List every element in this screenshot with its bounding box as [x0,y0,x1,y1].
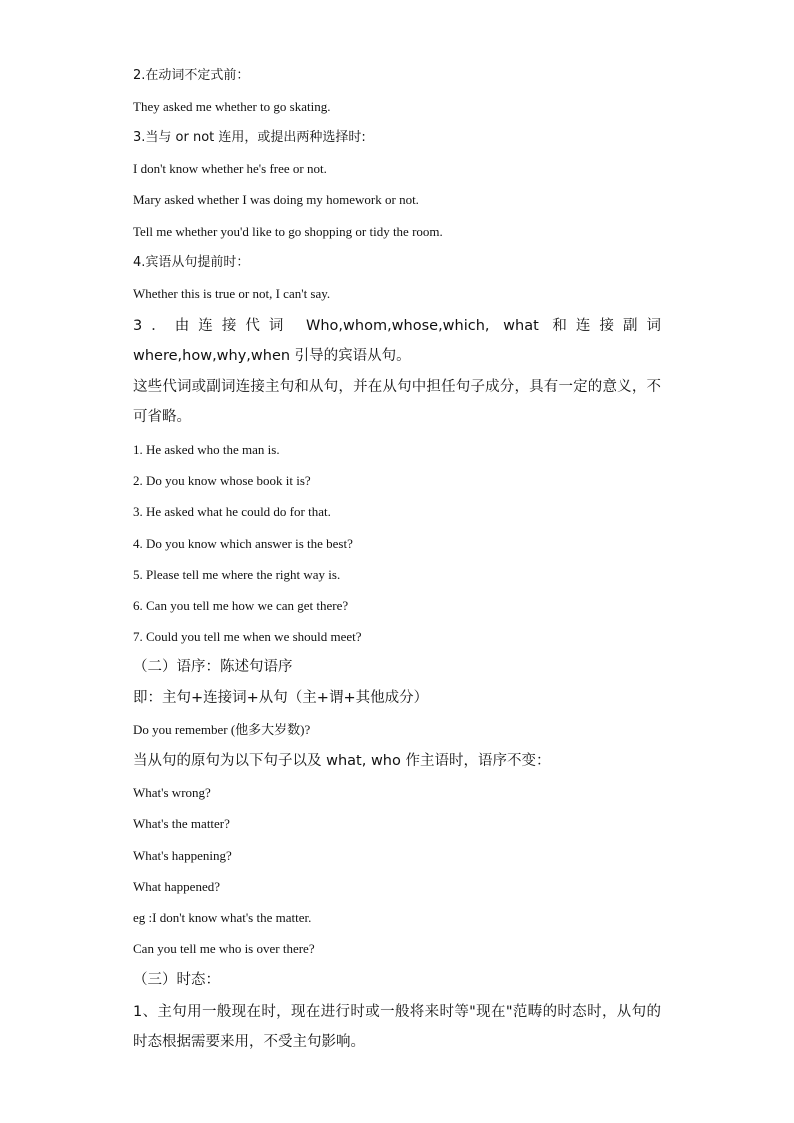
example-sentence: Can you tell me who is over there? [133,941,315,956]
example-sentence: Do you remember (他多大岁数)? [133,722,311,737]
section-tense-heading: （三）时态： [133,972,220,988]
heading-with-or-not: 3.当与 or not 连用，或提出两种选择时: [133,130,366,145]
word-order-rule: 即：主句+连接词+从句（主+谓+其他成分） [133,690,429,706]
numbered-example: 2. Do you know whose book it is? [133,473,311,488]
example-sentence: What's wrong? [133,785,211,800]
example-sentence: Whether this is true or not, I can't say. [133,286,331,301]
example-sentence: eg :I don't know what's the matter. [133,910,312,925]
numbered-example: 5. Please tell me where the right way is. [133,567,341,582]
heading-before-infinitive: 2.在动词不定式前： [133,68,250,83]
section-3-explanation: 这些代词或副词连接主句和从句，并在从句中担任句子成分，具有一定的意义，不可省略。 [133,379,661,425]
section-word-order-heading: （二）语序：陈述句语序 [133,659,293,675]
section-3-heading: 3．由连接代词 Who,whom,whose,which, what 和连接副词 where,how,why,when 引导的宾语从句。 [133,318,661,364]
example-sentence: What happened? [133,879,220,894]
numbered-example: 3. He asked what he could do for that. [133,504,331,519]
numbered-example: 7. Could you tell me when we should meet? [133,629,362,644]
numbered-example: 4. Do you know which answer is the best? [133,536,353,551]
numbered-example: 1. He asked who the man is. [133,442,280,457]
word-order-exception: 当从句的原句为以下句子以及 what, who 作主语时，语序不变： [133,753,551,769]
example-sentence: They asked me whether to go skating. [133,99,331,114]
heading-clause-fronted: 4.宾语从句提前时： [133,255,250,270]
tense-rule-1: 1、主句用一般现在时，现在进行时或一般将来时等"现在"范畴的时态时，从句的时态根据需要来用，不受主句影响。 [133,1004,661,1050]
example-sentence: Tell me whether you'd like to go shopping or tidy the room. [133,224,443,239]
example-sentence: Mary asked whether I was doing my homework or not. [133,192,419,207]
example-sentence: I don't know whether he's free or not. [133,161,327,176]
example-sentence: What's happening? [133,848,232,863]
numbered-example: 6. Can you tell me how we can get there? [133,598,349,613]
example-sentence: What's the matter? [133,816,230,831]
